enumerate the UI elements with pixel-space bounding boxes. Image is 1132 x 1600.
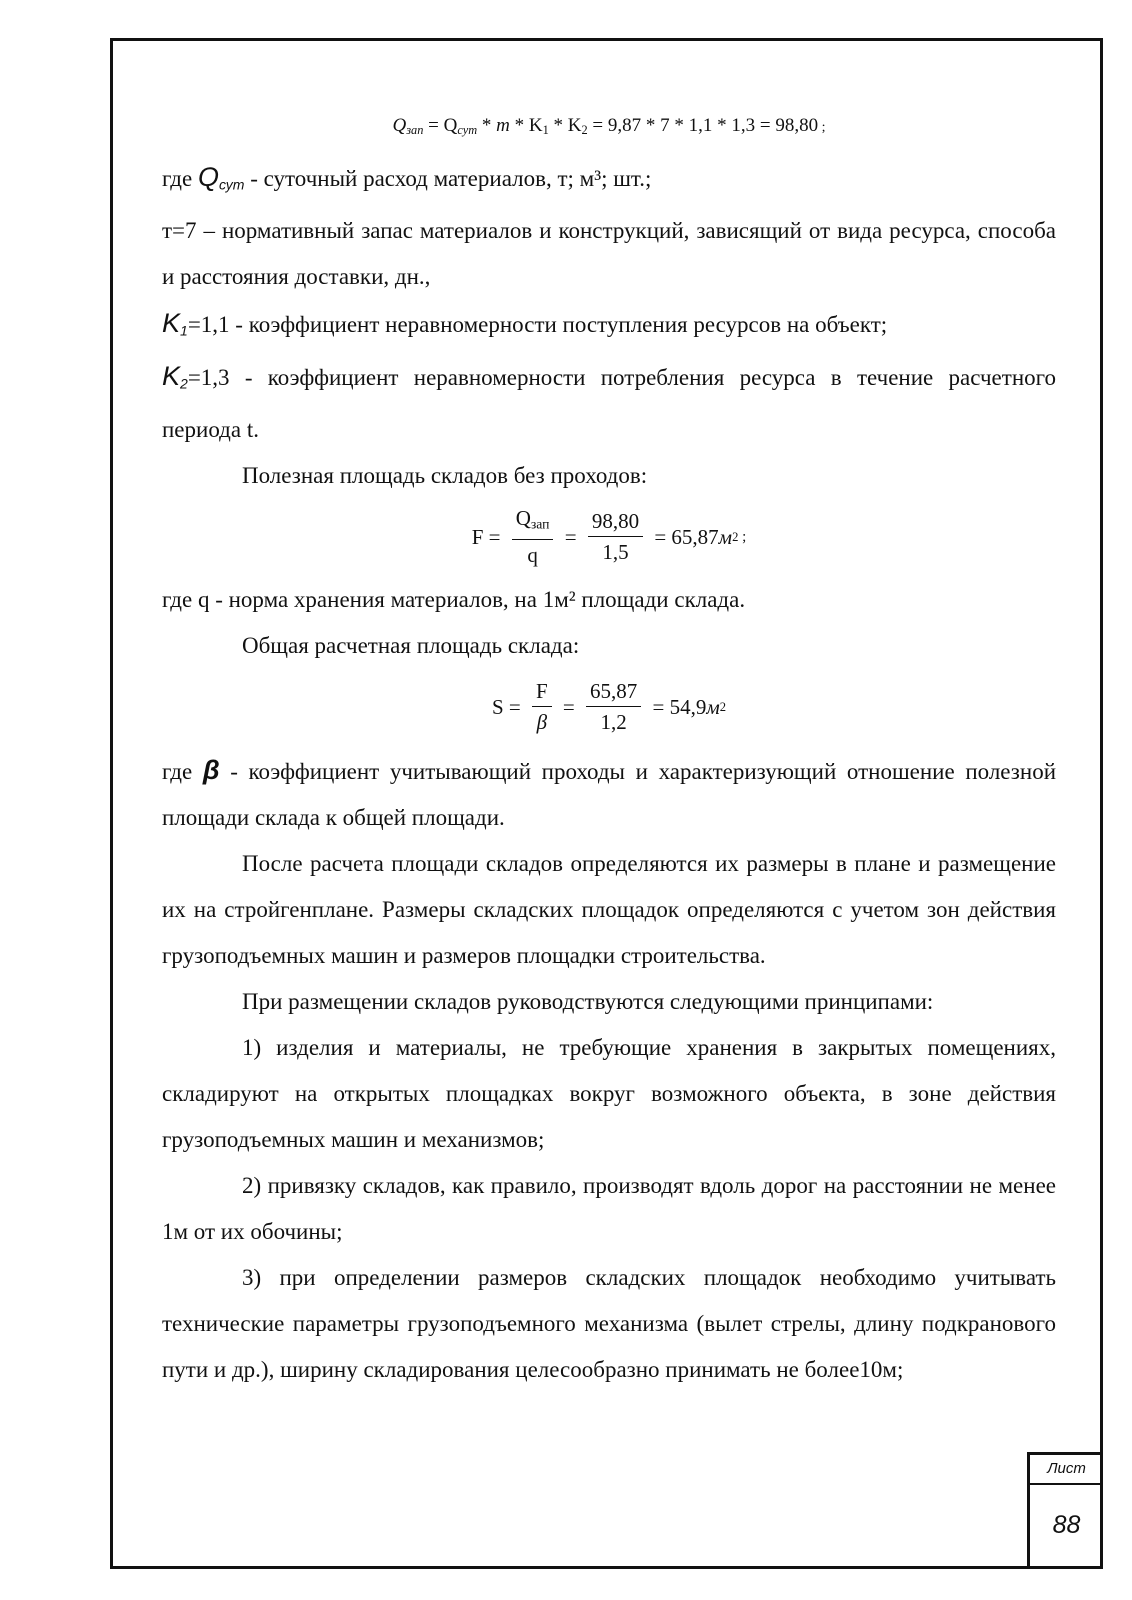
symbol-q-sub: сут (218, 176, 245, 193)
formula-m: m (496, 115, 510, 136)
symbol-q: Q (197, 162, 219, 193)
prefix-text: где (162, 166, 198, 192)
formula-lhs: S = (491, 694, 526, 719)
page-content (162, 108, 1056, 1393)
paragraph-k1 (162, 300, 1056, 354)
fraction-values (586, 678, 641, 735)
formula-result: = 65,87 (649, 524, 719, 549)
symbol-k: K (162, 361, 181, 392)
formula-op: * (477, 115, 497, 136)
fraction-f-over-beta (532, 678, 552, 735)
formula-unit-sup: 2 (719, 699, 727, 714)
sheet-label: Лист (1030, 1455, 1103, 1485)
formula-tail: ; (818, 120, 826, 135)
numerator-sub: зап (530, 516, 550, 532)
formula-result: = 9,87 * 7 * 1,1 * 1,3 = 98,80 (587, 115, 819, 136)
formula-unit: м (706, 694, 720, 719)
symbol-k: K (162, 307, 181, 338)
sheet-stamp (1027, 1452, 1103, 1569)
paragraph-useful-area: Полезная площадь складов без проходов: (242, 462, 648, 488)
formula-result: = 54,9 (647, 694, 707, 719)
formula-op-k2: * K (548, 115, 582, 136)
paragraph-total-area: Общая расчетная площадь склада: (242, 632, 580, 658)
paragraph-t: т=7 – нормативный запас материалов и конструкций, зависящий от вида ресурса, способа и расстояния доставки, дн., (162, 217, 1056, 289)
formula-k1-sub: 1 (542, 123, 549, 138)
list-item-1: 1) изделия и материалы, не требующие хранения в закрытых помещениях, складируют на открытых площадках вокруг возможного объекта, в зоне действия грузоподъемных машин и механизмов; (162, 1034, 1056, 1152)
paragraph-principles: При размещении складов руководствуются следующими принципами: (242, 988, 934, 1014)
symbol-k2 (162, 361, 188, 391)
fraction-denominator: β (536, 710, 548, 735)
symbol-beta: β (202, 754, 220, 785)
fraction-numerator: 98,80 (588, 508, 643, 537)
numerator-q: Q (515, 505, 531, 530)
paragraph-text: =1,1 - коэффициент неравномерности поступления ресурсов на объект; (187, 311, 888, 337)
fraction-q-over-q (512, 505, 554, 568)
symbol-k-sub: 2 (180, 375, 188, 392)
formula-q-daily-sub: сут (457, 123, 478, 138)
fraction-denominator: 1,2 (600, 710, 627, 735)
symbol-k-sub: 1 (180, 322, 188, 339)
paragraph-q-daily (162, 154, 1056, 208)
fraction-numerator: F (532, 678, 552, 707)
formula-eq: = Q (423, 115, 458, 136)
paragraph-beta (162, 747, 1056, 841)
list-item-3: 3) при определении размеров складских площадок необходимо учитывать технические параметры грузоподъемного механизма (вылет стрелы, длину подкранового пути и др.), ширину складирования целесообразно принимать не более10м; (162, 1264, 1056, 1382)
symbol-q-daily (198, 162, 245, 192)
fraction-values (588, 508, 643, 565)
paragraph-text: =1,3 - коэффициент неравномерности потребления ресурса в течение расчетного периода t. (162, 365, 1056, 442)
formula-useful-area (162, 499, 1056, 575)
paragraph-after-calc: После расчета площади складов определяются их размеры в плане и размещение их на стройгенплане. Размеры складских площадок определяются с учетом зон действия грузоподъемных машин и размеров площадки строительства. (162, 850, 1056, 968)
paragraph-q-norm: где q - норма хранения материалов, на 1м² площади склада. (162, 586, 746, 612)
fraction-denominator: 1,5 (602, 540, 629, 565)
symbol-k1 (162, 308, 188, 338)
paragraph-text: - коэффициент учитывающий проходы и характеризующий отношение полезной площади склада к общей площади. (162, 758, 1056, 830)
fraction-numerator (512, 505, 554, 540)
paragraph-text: - суточный расход материалов, т; м³; шт.; (244, 166, 652, 192)
formula-q-stock-sub: зап (406, 123, 424, 138)
formula-stock-quantity (162, 108, 1056, 148)
paragraph-k2 (162, 353, 1056, 453)
list-item-2: 2) привязку складов, как правило, производят вдоль дорог на расстоянии не менее 1м от их обочины; (162, 1172, 1056, 1244)
formula-tail: ; (738, 528, 747, 545)
formula-eq: = (559, 524, 582, 549)
formula-unit-sup: 2 (732, 529, 739, 544)
formula-k2-sub: 2 (581, 123, 588, 138)
formula-unit: м (718, 524, 733, 549)
formula-lhs: F = (471, 524, 506, 549)
formula-q-stock: Q (392, 115, 407, 136)
sheet-number: 88 (1052, 1511, 1081, 1539)
fraction-denominator: q (527, 543, 538, 568)
formula-total-area (162, 669, 1056, 745)
prefix-text: где (162, 758, 203, 784)
formula-eq: = (557, 694, 580, 719)
fraction-numerator: 65,87 (586, 678, 641, 707)
formula-op-k1: * K (509, 115, 543, 136)
